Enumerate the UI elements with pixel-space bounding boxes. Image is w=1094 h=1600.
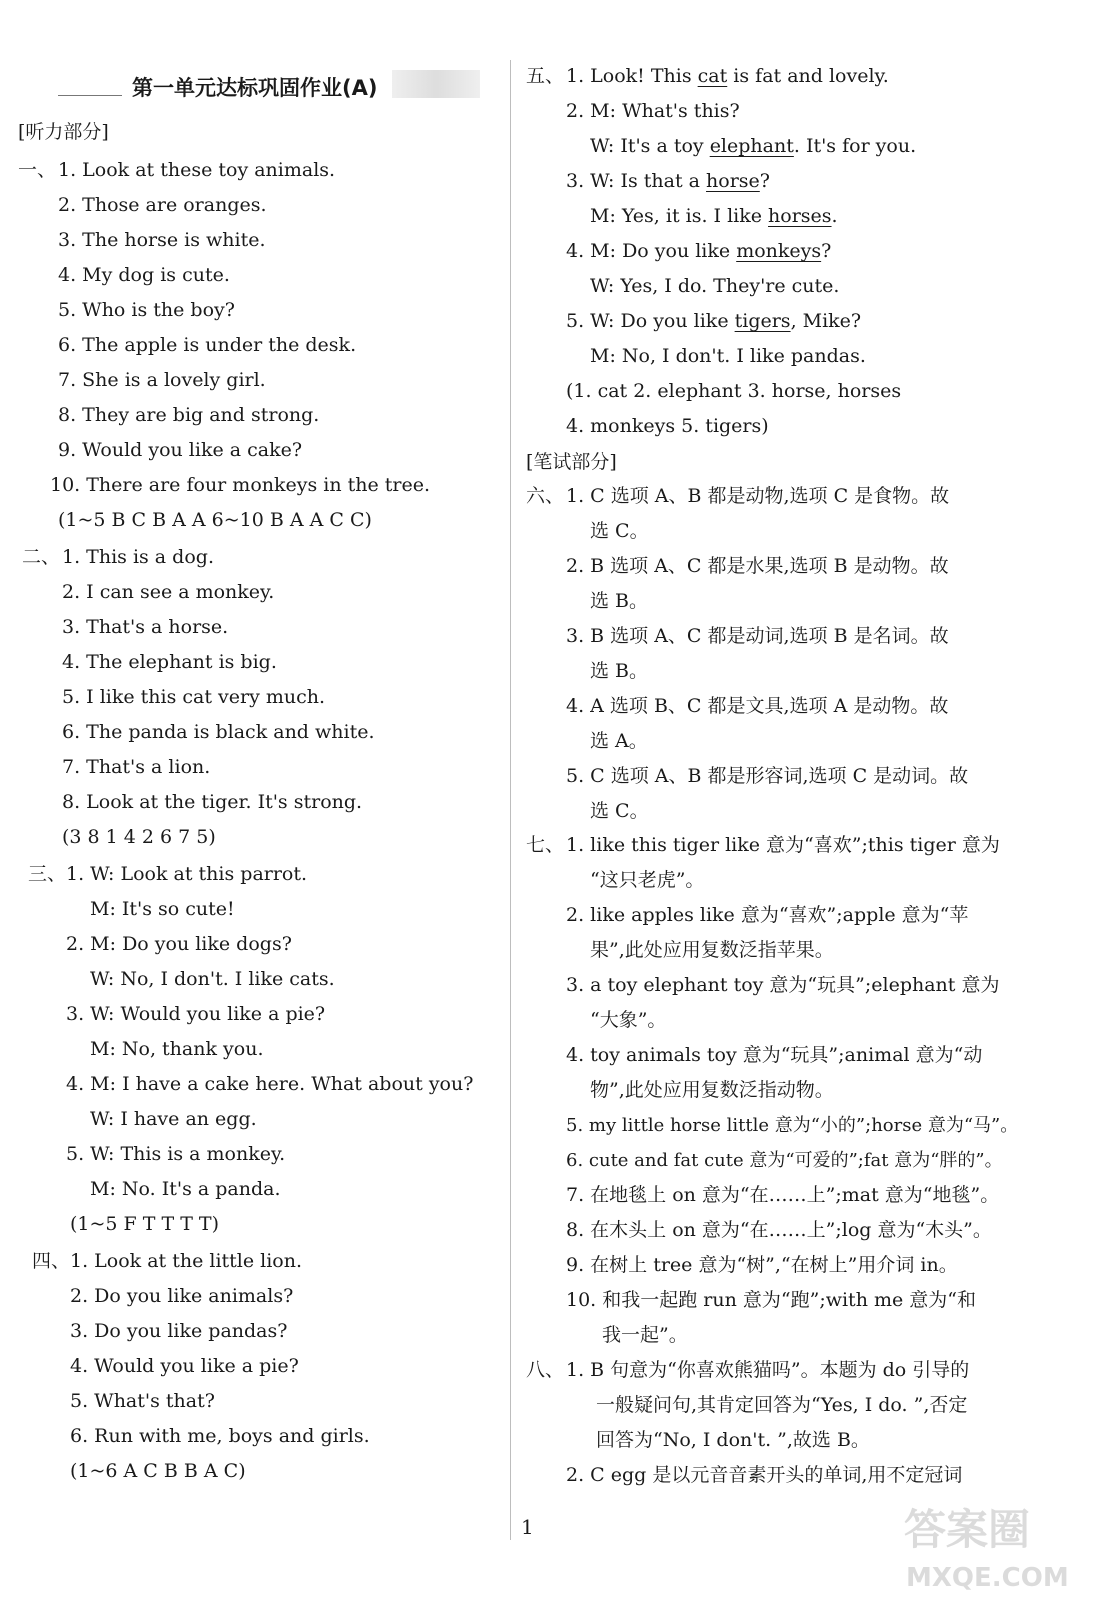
dialogue-line: 4. M: Do you like monkeys?	[566, 240, 832, 262]
list-item: 1. Look at these toy animals.	[58, 159, 336, 181]
watermark-logo	[900, 1500, 1080, 1595]
list-item: 7. That's a lion.	[62, 756, 211, 778]
explanation-line: 3. B 选项 A、C 都是动词,选项 B 是名词。故	[566, 625, 949, 647]
dialogue-line: 1. Look! This cat is fat and lovely.	[566, 65, 889, 87]
section-label-8: 八、	[526, 1359, 565, 1381]
list-item: 4. The elephant is big.	[62, 651, 277, 673]
dialogue-line: 5. W: This is a monkey.	[66, 1143, 286, 1165]
list-item: 9. Would you like a cake?	[58, 439, 303, 461]
underlined-word: monkeys	[736, 240, 822, 262]
explanation-line: 5. C 选项 A、B 都是形容词,选项 C 是动词。故	[566, 765, 969, 787]
section-label-1: 一、	[18, 159, 57, 181]
answer-key: (1~5 B C B A A 6~10 B A A C C)	[58, 509, 372, 531]
explanation-line: 我一起”。	[602, 1324, 688, 1346]
section-label-5: 五、	[526, 65, 565, 87]
explanation-line: 8. 在木头上 on 意为“在……上”;log 意为“木头”。	[566, 1219, 992, 1241]
list-item: 4. My dog is cute.	[58, 264, 230, 286]
dialogue-line: 1. W: Look at this parrot.	[66, 863, 308, 885]
written-header: [笔试部分]	[526, 451, 617, 473]
explanation-line: 9. 在树上 tree 意为“树”,“在树上”用介词 in。	[566, 1254, 958, 1276]
page-number: 1	[521, 1515, 534, 1539]
explanation-line: 10. 和我一起跑 run 意为“跑”;with me 意为“和	[566, 1289, 976, 1311]
explanation-line: 3. a toy elephant toy 意为“玩具”;elephant 意为	[566, 974, 1000, 996]
list-item: 5. I like this cat very much.	[62, 686, 326, 708]
list-item: 4. Would you like a pie?	[70, 1355, 299, 1377]
section-label-6: 六、	[526, 485, 565, 507]
dialogue-line: 5. W: Do you like tigers, Mike?	[566, 310, 862, 332]
title-rule	[58, 95, 122, 96]
underlined-word: horse	[706, 170, 760, 192]
explanation-line: 果”,此处应用复数泛指苹果。	[590, 939, 834, 961]
page-title: 第一单元达标巩固作业(A)	[132, 76, 378, 100]
underlined-word: horses	[768, 205, 832, 227]
underlined-word: tigers	[734, 310, 791, 332]
explanation-line: 2. B 选项 A、C 都是水果,选项 B 是动物。故	[566, 555, 949, 577]
answer-key: (1~5 F T T T T)	[70, 1213, 219, 1235]
explanation-line: 选 B。	[590, 660, 649, 682]
list-item: 1. Look at the little lion.	[70, 1250, 303, 1272]
explanation-line: 1. C 选项 A、B 都是动物,选项 C 是食物。故	[566, 485, 950, 507]
list-item: 2. Those are oranges.	[58, 194, 267, 216]
list-item: 6. Run with me, boys and girls.	[70, 1425, 370, 1447]
dialogue-line: 4. M: I have a cake here. What about you?	[66, 1073, 474, 1095]
explanation-line: 2. like apples like 意为“喜欢”;apple 意为“苹	[566, 904, 969, 926]
list-item: 3. The horse is white.	[58, 229, 266, 251]
title-shade	[392, 70, 480, 98]
explanation-line: 选 B。	[590, 590, 649, 612]
dialogue-line: M: No, thank you.	[90, 1038, 264, 1060]
section-label-7: 七、	[526, 834, 565, 856]
dialogue-line: W: I have an egg.	[90, 1108, 257, 1130]
explanation-line: 回答为“No, I don't. ”,故选 B。	[596, 1429, 870, 1451]
dialogue-line: M: No. It's a panda.	[90, 1178, 281, 1200]
dialogue-line: 2. M: What's this?	[566, 100, 740, 122]
explanation-line: “大象”。	[590, 1009, 667, 1031]
dialogue-line: M: Yes, it is. I like horses.	[590, 205, 838, 227]
section-label-2: 二、	[22, 546, 61, 568]
explanation-line: “这只老虎”。	[590, 869, 705, 891]
answer-key: 4. monkeys 5. tigers)	[566, 415, 769, 437]
list-item: 5. What's that?	[70, 1390, 215, 1412]
explanation-line: 选 C。	[590, 800, 649, 822]
list-item: 3. Do you like pandas?	[70, 1320, 288, 1342]
list-item: 2. Do you like animals?	[70, 1285, 294, 1307]
answer-key: (3 8 1 4 2 6 7 5)	[62, 826, 216, 848]
svg-text:答案圈: 答案圈	[904, 1505, 1031, 1554]
section-label-4: 四、	[32, 1250, 71, 1272]
answer-key: (1~6 A C B B A C)	[70, 1460, 246, 1482]
explanation-line: 一般疑问句,其肯定回答为“Yes, I do. ”,否定	[596, 1394, 968, 1416]
explanation-line: 7. 在地毯上 on 意为“在……上”;mat 意为“地毯”。	[566, 1184, 1000, 1206]
list-item: 1. This is a dog.	[62, 546, 214, 568]
list-item: 6. The panda is black and white.	[62, 721, 375, 743]
dialogue-line: M: It's so cute!	[90, 898, 235, 920]
watermark-graphic	[900, 1500, 1080, 1595]
dialogue-line: W: It's a toy elephant. It's for you.	[590, 135, 917, 157]
listening-header: [听力部分]	[18, 121, 109, 143]
answer-key: (1. cat 2. elephant 3. horse, horses	[566, 380, 902, 402]
explanation-line: 1. B 句意为“你喜欢熊猫吗”。本题为 do 引导的	[566, 1359, 970, 1381]
dialogue-line: 3. W: Is that a horse?	[566, 170, 770, 192]
column-divider	[510, 60, 511, 1540]
list-item: 3. That's a horse.	[62, 616, 229, 638]
dialogue-line: W: No, I don't. I like cats.	[90, 968, 335, 990]
dialogue-line: M: No, I don't. I like pandas.	[590, 345, 866, 367]
explanation-line: 选 C。	[590, 520, 649, 542]
list-item: 8. They are big and strong.	[58, 404, 320, 426]
underlined-word: elephant	[709, 135, 794, 157]
explanation-line: 物”,此处应用复数泛指动物。	[590, 1079, 834, 1101]
list-item: 6. The apple is under the desk.	[58, 334, 357, 356]
dialogue-line: W: Yes, I do. They're cute.	[590, 275, 840, 297]
section-label-3: 三、	[28, 863, 67, 885]
explanation-line: 选 A。	[590, 730, 648, 752]
explanation-line: 4. toy animals toy 意为“玩具”;animal 意为“动	[566, 1044, 983, 1066]
explanation-line: 2. C egg 是以元音音素开头的单词,用不定冠词	[566, 1464, 963, 1486]
explanation-line: 1. like this tiger like 意为“喜欢”;this tiger 意为	[566, 834, 1000, 856]
explanation-line: 4. A 选项 B、C 都是文具,选项 A 是动物。故	[566, 695, 949, 717]
list-item: 10. There are four monkeys in the tree.	[50, 474, 431, 496]
dialogue-line: 3. W: Would you like a pie?	[66, 1003, 326, 1025]
list-item: 7. She is a lovely girl.	[58, 369, 266, 391]
svg-text:MXQE.COM: MXQE.COM	[906, 1563, 1069, 1593]
list-item: 5. Who is the boy?	[58, 299, 235, 321]
dialogue-line: 2. M: Do you like dogs?	[66, 933, 292, 955]
explanation-line: 6. cute and fat cute 意为“可爱的”;fat 意为“胖的”。	[566, 1150, 1003, 1171]
explanation-line: 5. my little horse little 意为“小的”;horse 意为“马”。	[566, 1115, 1019, 1136]
list-item: 8. Look at the tiger. It's strong.	[62, 791, 363, 813]
underlined-word: cat	[697, 65, 728, 87]
list-item: 2. I can see a monkey.	[62, 581, 275, 603]
